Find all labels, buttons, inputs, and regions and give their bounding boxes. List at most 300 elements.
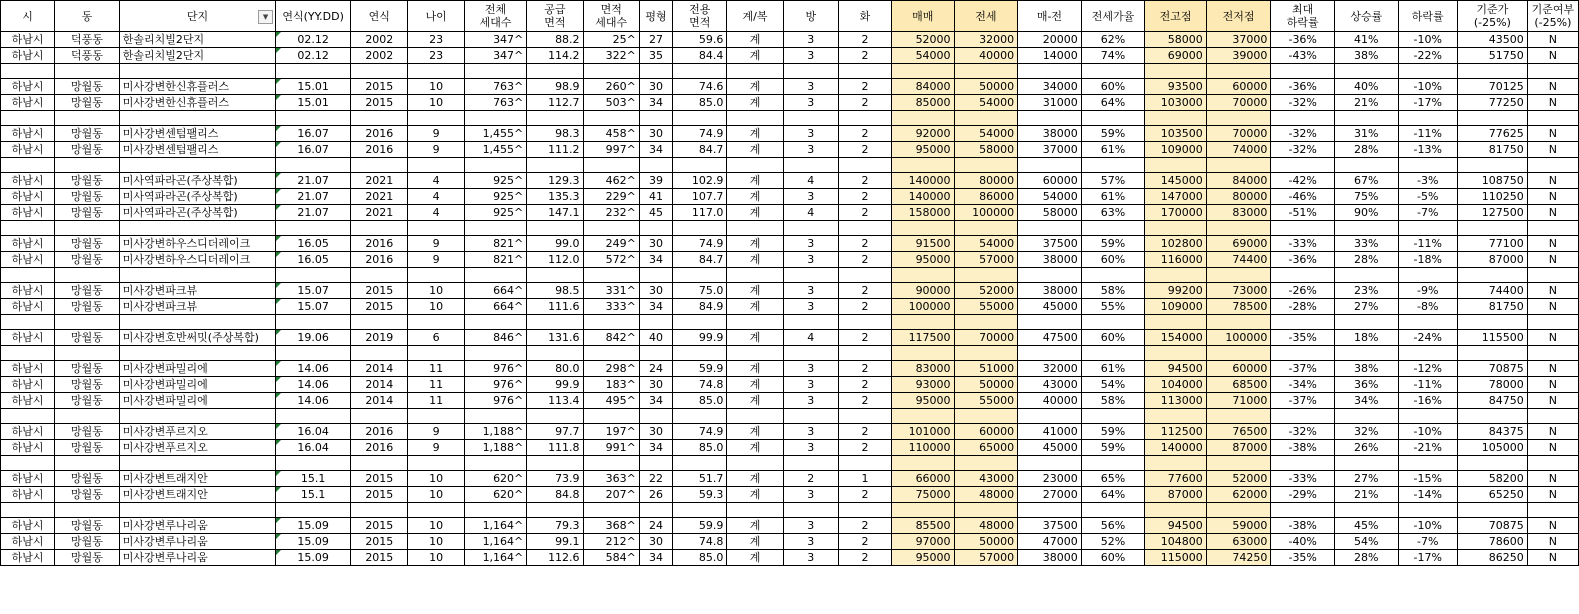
empty-cell[interactable] <box>639 158 672 173</box>
empty-cell[interactable] <box>276 456 351 471</box>
table-cell[interactable]: 미사강변파밀리에 <box>119 393 275 409</box>
table-cell[interactable]: 하남시 <box>1 424 55 440</box>
empty-cell[interactable] <box>892 64 955 79</box>
empty-cell[interactable] <box>838 268 891 283</box>
table-cell[interactable]: 54% <box>1334 534 1398 550</box>
empty-cell[interactable] <box>464 315 527 330</box>
empty-cell[interactable] <box>838 111 891 126</box>
table-cell[interactable]: 32000 <box>1018 361 1082 377</box>
empty-cell[interactable] <box>1527 346 1578 361</box>
table-cell[interactable]: 하남시 <box>1 79 55 95</box>
empty-cell[interactable] <box>408 346 464 361</box>
table-cell[interactable]: 78000 <box>1457 377 1527 393</box>
table-cell[interactable]: 미사강변파크뷰 <box>119 299 275 315</box>
empty-cell[interactable] <box>276 64 351 79</box>
empty-cell[interactable] <box>527 456 583 471</box>
table-cell[interactable]: 58000 <box>954 142 1018 158</box>
table-cell[interactable]: 85500 <box>892 518 955 534</box>
table-cell[interactable]: 망월동 <box>55 518 120 534</box>
table-cell[interactable]: 108750 <box>1457 173 1527 189</box>
table-cell[interactable]: 3 <box>783 32 838 48</box>
empty-cell[interactable] <box>1206 409 1271 424</box>
table-cell[interactable]: -36% <box>1271 32 1335 48</box>
table-cell[interactable]: N <box>1527 95 1578 111</box>
empty-cell[interactable] <box>1 503 55 518</box>
column-header[interactable]: 전용 면적 <box>673 1 727 32</box>
table-cell[interactable]: 129.3 <box>527 173 583 189</box>
empty-cell[interactable] <box>727 346 783 361</box>
empty-cell[interactable] <box>276 158 351 173</box>
table-cell[interactable]: 54000 <box>954 236 1018 252</box>
table-cell[interactable]: 21% <box>1334 487 1398 503</box>
table-cell[interactable]: N <box>1527 440 1578 456</box>
table-cell[interactable]: 112.6 <box>527 550 583 566</box>
empty-cell[interactable] <box>954 158 1018 173</box>
table-cell[interactable]: 하남시 <box>1 534 55 550</box>
table-cell[interactable]: 69000 <box>1145 48 1206 64</box>
table-cell[interactable]: 하남시 <box>1 126 55 142</box>
table-cell[interactable]: 43000 <box>954 471 1018 487</box>
table-cell[interactable]: 39 <box>639 173 672 189</box>
empty-cell[interactable] <box>351 346 408 361</box>
empty-cell[interactable] <box>639 456 672 471</box>
empty-cell[interactable] <box>639 503 672 518</box>
table-cell[interactable]: 77625 <box>1457 126 1527 142</box>
table-cell[interactable]: 59000 <box>1206 518 1271 534</box>
empty-cell[interactable] <box>673 409 727 424</box>
empty-cell[interactable] <box>1206 64 1271 79</box>
table-cell[interactable]: 34 <box>639 299 672 315</box>
table-cell[interactable]: 54000 <box>954 126 1018 142</box>
empty-cell[interactable] <box>783 221 838 236</box>
empty-cell[interactable] <box>1527 409 1578 424</box>
table-cell[interactable]: 1,164^ <box>464 534 527 550</box>
table-cell[interactable]: 347^ <box>464 48 527 64</box>
table-cell[interactable]: 망월동 <box>55 440 120 456</box>
table-cell[interactable]: 2015 <box>351 518 408 534</box>
column-header[interactable]: 시 <box>1 1 55 32</box>
table-cell[interactable]: 90000 <box>892 283 955 299</box>
table-cell[interactable]: 망월동 <box>55 487 120 503</box>
table-cell[interactable]: 3 <box>783 361 838 377</box>
table-cell[interactable]: 15.1 <box>276 471 351 487</box>
empty-cell[interactable] <box>276 268 351 283</box>
table-cell[interactable]: 망월동 <box>55 236 120 252</box>
table-cell[interactable]: 71000 <box>1206 393 1271 409</box>
table-cell[interactable]: 미사강변한신휴플러스 <box>119 95 275 111</box>
table-cell[interactable]: 계 <box>727 550 783 566</box>
table-cell[interactable]: 14000 <box>1018 48 1082 64</box>
table-cell[interactable]: 997^ <box>583 142 639 158</box>
empty-cell[interactable] <box>892 158 955 173</box>
table-cell[interactable]: 30 <box>639 236 672 252</box>
table-cell[interactable]: 81750 <box>1457 299 1527 315</box>
table-cell[interactable]: 102800 <box>1145 236 1206 252</box>
table-cell[interactable]: 322^ <box>583 48 639 64</box>
table-cell[interactable]: 110000 <box>892 440 955 456</box>
table-cell[interactable]: 02.12 <box>276 48 351 64</box>
table-cell[interactable]: 87000 <box>1206 440 1271 456</box>
table-cell[interactable]: 계 <box>727 48 783 64</box>
empty-cell[interactable] <box>583 409 639 424</box>
empty-cell[interactable] <box>639 111 672 126</box>
table-cell[interactable]: 32000 <box>954 32 1018 48</box>
table-cell[interactable]: 229^ <box>583 189 639 205</box>
table-cell[interactable]: 60% <box>1081 252 1145 268</box>
empty-cell[interactable] <box>408 111 464 126</box>
empty-cell[interactable] <box>673 221 727 236</box>
table-cell[interactable]: 34000 <box>1018 79 1082 95</box>
empty-cell[interactable] <box>583 111 639 126</box>
table-cell[interactable]: 15.09 <box>276 550 351 566</box>
table-cell[interactable]: 60000 <box>1206 361 1271 377</box>
empty-cell[interactable] <box>1457 111 1527 126</box>
empty-cell[interactable] <box>55 503 120 518</box>
table-cell[interactable]: 계 <box>727 189 783 205</box>
empty-cell[interactable] <box>673 268 727 283</box>
table-cell[interactable]: 75% <box>1334 189 1398 205</box>
table-cell[interactable]: 58000 <box>1145 32 1206 48</box>
empty-cell[interactable] <box>783 64 838 79</box>
table-cell[interactable]: 140000 <box>892 189 955 205</box>
empty-cell[interactable] <box>673 64 727 79</box>
empty-cell[interactable] <box>119 315 275 330</box>
empty-cell[interactable] <box>1145 111 1206 126</box>
empty-cell[interactable] <box>1457 315 1527 330</box>
table-cell[interactable]: -38% <box>1271 518 1335 534</box>
empty-cell[interactable] <box>1145 315 1206 330</box>
empty-cell[interactable] <box>838 221 891 236</box>
table-cell[interactable]: N <box>1527 299 1578 315</box>
table-cell[interactable]: 2 <box>838 361 891 377</box>
table-cell[interactable]: N <box>1527 32 1578 48</box>
empty-cell[interactable] <box>119 221 275 236</box>
table-cell[interactable]: 3 <box>783 518 838 534</box>
empty-cell[interactable] <box>583 456 639 471</box>
empty-cell[interactable] <box>1271 158 1335 173</box>
empty-cell[interactable] <box>1 456 55 471</box>
empty-cell[interactable] <box>1 346 55 361</box>
empty-cell[interactable] <box>639 346 672 361</box>
empty-cell[interactable] <box>1398 315 1457 330</box>
table-cell[interactable]: 20000 <box>1018 32 1082 48</box>
empty-cell[interactable] <box>1334 111 1398 126</box>
table-cell[interactable]: N <box>1527 471 1578 487</box>
table-cell[interactable]: 30 <box>639 424 672 440</box>
table-cell[interactable]: 63% <box>1081 205 1145 221</box>
table-cell[interactable]: 2015 <box>351 299 408 315</box>
table-cell[interactable]: 망월동 <box>55 299 120 315</box>
table-cell[interactable]: N <box>1527 518 1578 534</box>
empty-cell[interactable] <box>1271 456 1335 471</box>
column-header[interactable]: 화 <box>838 1 891 32</box>
empty-cell[interactable] <box>1334 158 1398 173</box>
table-cell[interactable]: 2 <box>838 95 891 111</box>
empty-cell[interactable] <box>119 456 275 471</box>
table-cell[interactable]: 572^ <box>583 252 639 268</box>
empty-cell[interactable] <box>1527 456 1578 471</box>
table-cell[interactable]: 3 <box>783 48 838 64</box>
empty-cell[interactable] <box>838 409 891 424</box>
table-cell[interactable]: 2015 <box>351 95 408 111</box>
table-cell[interactable]: 100000 <box>1206 330 1271 346</box>
table-cell[interactable]: 38% <box>1334 48 1398 64</box>
table-cell[interactable]: 43000 <box>1018 377 1082 393</box>
empty-cell[interactable] <box>1457 268 1527 283</box>
empty-cell[interactable] <box>1081 268 1145 283</box>
table-cell[interactable]: 61% <box>1081 189 1145 205</box>
table-cell[interactable]: -21% <box>1398 440 1457 456</box>
table-cell[interactable]: 하남시 <box>1 48 55 64</box>
table-cell[interactable]: 미사강변푸르지오 <box>119 424 275 440</box>
table-cell[interactable]: 하남시 <box>1 32 55 48</box>
table-cell[interactable]: 2 <box>838 330 891 346</box>
empty-cell[interactable] <box>1398 64 1457 79</box>
table-cell[interactable]: 74250 <box>1206 550 1271 566</box>
table-cell[interactable]: 2016 <box>351 236 408 252</box>
table-cell[interactable]: 70000 <box>1206 95 1271 111</box>
table-cell[interactable]: 925^ <box>464 205 527 221</box>
table-cell[interactable]: 85.0 <box>673 550 727 566</box>
table-cell[interactable]: 16.05 <box>276 252 351 268</box>
table-cell[interactable]: 462^ <box>583 173 639 189</box>
empty-cell[interactable] <box>119 64 275 79</box>
table-cell[interactable]: 95000 <box>892 142 955 158</box>
table-cell[interactable]: 15.1 <box>276 487 351 503</box>
table-cell[interactable]: 하남시 <box>1 299 55 315</box>
table-cell[interactable]: -28% <box>1271 299 1335 315</box>
table-cell[interactable]: -13% <box>1398 142 1457 158</box>
table-cell[interactable]: -37% <box>1271 393 1335 409</box>
empty-cell[interactable] <box>1398 268 1457 283</box>
table-cell[interactable]: 2016 <box>351 424 408 440</box>
empty-cell[interactable] <box>276 111 351 126</box>
empty-cell[interactable] <box>673 111 727 126</box>
empty-cell[interactable] <box>954 346 1018 361</box>
table-cell[interactable]: 40000 <box>1018 393 1082 409</box>
empty-cell[interactable] <box>1081 503 1145 518</box>
table-cell[interactable]: 계 <box>727 32 783 48</box>
table-cell[interactable]: 10 <box>408 518 464 534</box>
table-cell[interactable]: 2015 <box>351 471 408 487</box>
empty-cell[interactable] <box>1457 346 1527 361</box>
table-cell[interactable]: 85.0 <box>673 95 727 111</box>
table-cell[interactable]: 미사강변한신휴플러스 <box>119 79 275 95</box>
empty-cell[interactable] <box>954 503 1018 518</box>
table-cell[interactable]: 4 <box>783 330 838 346</box>
table-cell[interactable]: 991^ <box>583 440 639 456</box>
table-cell[interactable]: 50000 <box>954 377 1018 393</box>
table-cell[interactable]: 2015 <box>351 79 408 95</box>
table-cell[interactable]: 2 <box>838 487 891 503</box>
table-cell[interactable]: 2 <box>838 142 891 158</box>
table-cell[interactable]: 52000 <box>954 283 1018 299</box>
table-cell[interactable]: N <box>1527 205 1578 221</box>
table-cell[interactable]: 140000 <box>1145 440 1206 456</box>
empty-cell[interactable] <box>351 111 408 126</box>
empty-cell[interactable] <box>639 221 672 236</box>
table-cell[interactable]: 9 <box>408 424 464 440</box>
table-cell[interactable]: 2 <box>838 424 891 440</box>
column-header[interactable]: 계/복 <box>727 1 783 32</box>
table-cell[interactable]: 60% <box>1081 550 1145 566</box>
table-cell[interactable]: 계 <box>727 377 783 393</box>
table-cell[interactable]: 10 <box>408 283 464 299</box>
table-cell[interactable]: 57000 <box>954 550 1018 566</box>
table-cell[interactable]: 23 <box>408 32 464 48</box>
table-cell[interactable]: 37500 <box>1018 518 1082 534</box>
column-header[interactable]: 전체 세대수 <box>464 1 527 32</box>
empty-cell[interactable] <box>464 409 527 424</box>
table-cell[interactable]: 84375 <box>1457 424 1527 440</box>
table-cell[interactable]: 140000 <box>892 173 955 189</box>
empty-cell[interactable] <box>892 346 955 361</box>
column-header[interactable]: 평형 <box>639 1 672 32</box>
table-cell[interactable]: 56% <box>1081 518 1145 534</box>
empty-cell[interactable] <box>1527 503 1578 518</box>
empty-cell[interactable] <box>1527 158 1578 173</box>
table-cell[interactable]: 87000 <box>1457 252 1527 268</box>
table-cell[interactable]: 85.0 <box>673 393 727 409</box>
table-cell[interactable]: 16.04 <box>276 440 351 456</box>
table-cell[interactable]: 24 <box>639 518 672 534</box>
table-cell[interactable]: -11% <box>1398 126 1457 142</box>
table-cell[interactable]: 59% <box>1081 236 1145 252</box>
table-cell[interactable]: -17% <box>1398 95 1457 111</box>
table-cell[interactable]: N <box>1527 377 1578 393</box>
empty-cell[interactable] <box>55 409 120 424</box>
table-cell[interactable]: 2016 <box>351 252 408 268</box>
table-cell[interactable]: 34% <box>1334 393 1398 409</box>
empty-cell[interactable] <box>727 456 783 471</box>
table-cell[interactable]: -35% <box>1271 330 1335 346</box>
table-cell[interactable]: 59.3 <box>673 487 727 503</box>
column-header[interactable]: 전세가율 <box>1081 1 1145 32</box>
empty-cell[interactable] <box>276 503 351 518</box>
table-cell[interactable]: 계 <box>727 142 783 158</box>
empty-cell[interactable] <box>583 158 639 173</box>
table-cell[interactable]: 54000 <box>954 95 1018 111</box>
table-cell[interactable]: 99.0 <box>527 236 583 252</box>
table-cell[interactable]: 115000 <box>1145 550 1206 566</box>
table-cell[interactable]: 47000 <box>1018 534 1082 550</box>
empty-cell[interactable] <box>1081 64 1145 79</box>
table-cell[interactable]: 계 <box>727 471 783 487</box>
table-cell[interactable]: 145000 <box>1145 173 1206 189</box>
table-cell[interactable]: 57000 <box>954 252 1018 268</box>
table-cell[interactable]: 2021 <box>351 189 408 205</box>
table-cell[interactable]: -12% <box>1398 361 1457 377</box>
empty-cell[interactable] <box>1457 409 1527 424</box>
empty-cell[interactable] <box>1334 268 1398 283</box>
table-cell[interactable]: 64% <box>1081 487 1145 503</box>
table-cell[interactable]: 망월동 <box>55 142 120 158</box>
table-cell[interactable]: 하남시 <box>1 393 55 409</box>
table-cell[interactable]: 27% <box>1334 471 1398 487</box>
table-cell[interactable]: 망월동 <box>55 173 120 189</box>
table-cell[interactable]: 3 <box>783 236 838 252</box>
table-cell[interactable]: -16% <box>1398 393 1457 409</box>
table-cell[interactable]: 74.6 <box>673 79 727 95</box>
table-cell[interactable]: 2 <box>838 299 891 315</box>
empty-cell[interactable] <box>1 409 55 424</box>
table-cell[interactable]: 4 <box>408 205 464 221</box>
table-cell[interactable]: 84.9 <box>673 299 727 315</box>
table-cell[interactable]: 976^ <box>464 377 527 393</box>
table-cell[interactable]: 2 <box>838 126 891 142</box>
table-cell[interactable]: 계 <box>727 330 783 346</box>
table-cell[interactable]: 57% <box>1081 173 1145 189</box>
empty-cell[interactable] <box>727 409 783 424</box>
table-cell[interactable]: 28% <box>1334 252 1398 268</box>
table-cell[interactable]: 100000 <box>954 205 1018 221</box>
empty-cell[interactable] <box>527 64 583 79</box>
empty-cell[interactable] <box>583 503 639 518</box>
empty-cell[interactable] <box>892 315 955 330</box>
table-cell[interactable]: 21.07 <box>276 205 351 221</box>
table-cell[interactable]: -43% <box>1271 48 1335 64</box>
table-cell[interactable]: 347^ <box>464 32 527 48</box>
table-cell[interactable]: 24 <box>639 361 672 377</box>
empty-cell[interactable] <box>1 315 55 330</box>
table-cell[interactable]: 15.07 <box>276 283 351 299</box>
table-cell[interactable]: 3 <box>783 283 838 299</box>
empty-cell[interactable] <box>673 456 727 471</box>
empty-cell[interactable] <box>1398 111 1457 126</box>
table-cell[interactable]: 77100 <box>1457 236 1527 252</box>
table-cell[interactable]: 70000 <box>1206 126 1271 142</box>
table-cell[interactable]: 3 <box>783 142 838 158</box>
table-cell[interactable]: 37000 <box>1206 32 1271 48</box>
empty-cell[interactable] <box>1081 409 1145 424</box>
table-cell[interactable]: 21.07 <box>276 189 351 205</box>
empty-cell[interactable] <box>673 315 727 330</box>
table-cell[interactable]: 59.9 <box>673 361 727 377</box>
table-cell[interactable]: 2 <box>838 205 891 221</box>
table-cell[interactable]: 846^ <box>464 330 527 346</box>
table-cell[interactable]: 99.9 <box>527 377 583 393</box>
table-cell[interactable]: 59% <box>1081 440 1145 456</box>
empty-cell[interactable] <box>1018 409 1082 424</box>
table-cell[interactable]: 11 <box>408 361 464 377</box>
table-cell[interactable]: 3 <box>783 126 838 142</box>
table-cell[interactable]: -46% <box>1271 189 1335 205</box>
column-header[interactable]: 최대 하락률 <box>1271 1 1335 32</box>
empty-cell[interactable] <box>1206 456 1271 471</box>
empty-cell[interactable] <box>727 221 783 236</box>
table-cell[interactable]: 하남시 <box>1 236 55 252</box>
table-cell[interactable]: -11% <box>1398 236 1457 252</box>
table-cell[interactable]: 59.6 <box>673 32 727 48</box>
table-cell[interactable]: 망월동 <box>55 189 120 205</box>
table-cell[interactable]: -14% <box>1398 487 1457 503</box>
table-cell[interactable]: -26% <box>1271 283 1335 299</box>
table-cell[interactable]: 495^ <box>583 393 639 409</box>
table-cell[interactable]: 74000 <box>1206 142 1271 158</box>
table-cell[interactable]: -33% <box>1271 471 1335 487</box>
table-cell[interactable]: -5% <box>1398 189 1457 205</box>
table-cell[interactable]: 26 <box>639 487 672 503</box>
table-cell[interactable]: 94500 <box>1145 518 1206 534</box>
table-cell[interactable]: 2021 <box>351 173 408 189</box>
table-cell[interactable]: 2 <box>838 32 891 48</box>
table-cell[interactable]: 하남시 <box>1 550 55 566</box>
empty-cell[interactable] <box>1271 64 1335 79</box>
table-cell[interactable]: 22 <box>639 471 672 487</box>
table-cell[interactable]: 41 <box>639 189 672 205</box>
table-cell[interactable]: -32% <box>1271 95 1335 111</box>
table-cell[interactable]: 113.4 <box>527 393 583 409</box>
